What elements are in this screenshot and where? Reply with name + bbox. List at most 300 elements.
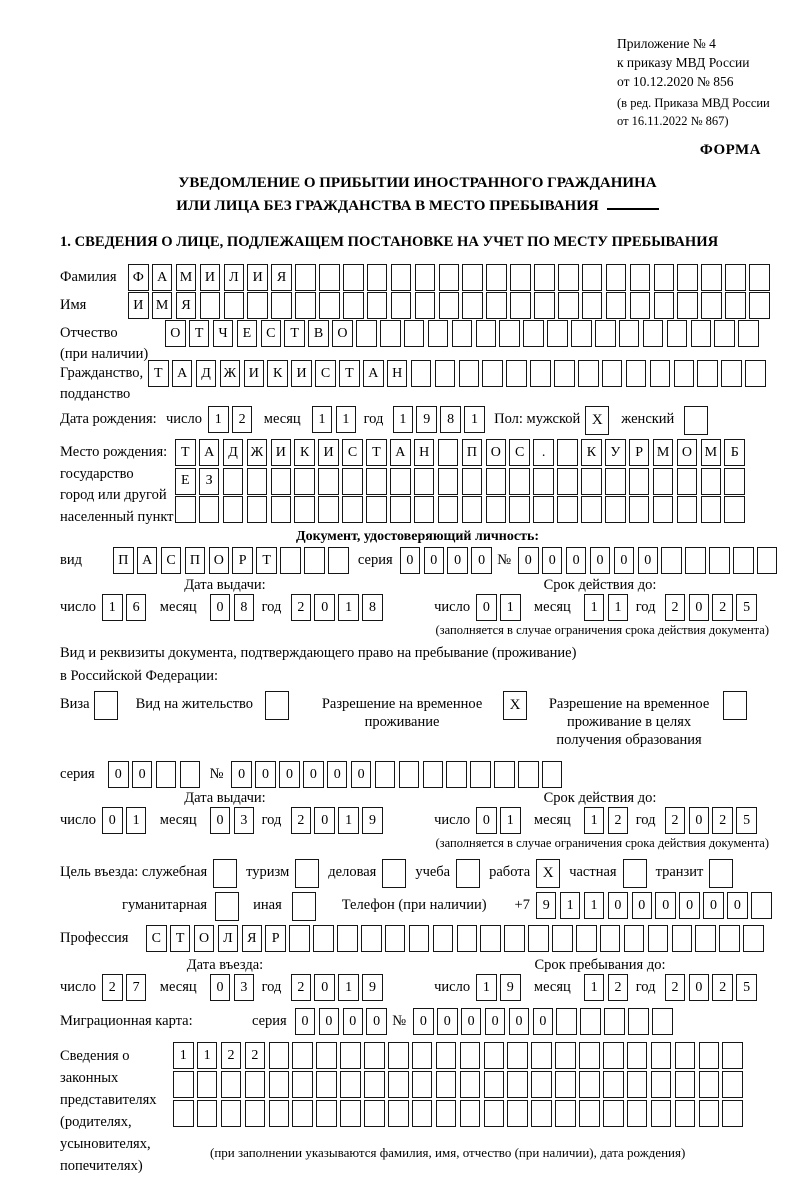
char-cell[interactable] [653, 468, 674, 495]
char-cell[interactable] [510, 292, 531, 319]
char-cell[interactable]: К [294, 439, 315, 466]
char-cell[interactable]: 9 [536, 892, 557, 919]
char-cell[interactable] [409, 925, 430, 952]
char-cell[interactable]: 1 [338, 974, 359, 1001]
char-cell[interactable]: 0 [608, 892, 629, 919]
char-cell[interactable] [547, 320, 568, 347]
char-cell[interactable] [436, 1100, 457, 1127]
char-cell[interactable] [292, 1100, 313, 1127]
char-cell[interactable]: А [363, 360, 384, 387]
char-cell[interactable]: 3 [234, 807, 255, 834]
char-cell[interactable]: 5 [736, 974, 757, 1001]
char-cell[interactable] [460, 1071, 481, 1098]
char-cell[interactable]: 2 [608, 807, 629, 834]
char-cell[interactable]: 0 [614, 547, 635, 574]
char-cell[interactable] [600, 925, 621, 952]
char-cell[interactable] [651, 1042, 672, 1069]
char-cell[interactable] [390, 468, 411, 495]
char-cell[interactable]: 0 [366, 1008, 387, 1035]
char-cell[interactable]: О [332, 320, 353, 347]
char-cell[interactable] [724, 496, 745, 523]
char-cell[interactable]: 8 [362, 594, 383, 621]
char-cell[interactable]: 0 [471, 547, 492, 574]
char-cell[interactable]: 1 [197, 1042, 218, 1069]
char-cell[interactable]: 0 [314, 807, 335, 834]
char-cell[interactable]: 0 [689, 807, 710, 834]
char-cell[interactable] [375, 761, 396, 788]
char-cell[interactable] [439, 292, 460, 319]
char-cell[interactable] [356, 320, 377, 347]
char-cell[interactable] [627, 1042, 648, 1069]
purpose-work-checkbox[interactable]: X [536, 859, 560, 888]
char-cell[interactable] [221, 1071, 242, 1098]
char-cell[interactable]: 0 [689, 974, 710, 1001]
char-cell[interactable] [643, 320, 664, 347]
char-cell[interactable] [280, 547, 301, 574]
char-cell[interactable] [460, 1042, 481, 1069]
char-cell[interactable] [316, 1071, 337, 1098]
char-cell[interactable]: 2 [291, 594, 312, 621]
char-cell[interactable]: О [677, 439, 698, 466]
char-cell[interactable] [484, 1071, 505, 1098]
char-cell[interactable] [415, 264, 436, 291]
char-cell[interactable] [462, 264, 483, 291]
char-cell[interactable]: Д [196, 360, 217, 387]
char-cell[interactable] [486, 292, 507, 319]
char-cell[interactable] [571, 320, 592, 347]
char-cell[interactable] [269, 1071, 290, 1098]
char-cell[interactable] [552, 925, 573, 952]
visa-checkbox[interactable] [94, 691, 118, 720]
char-cell[interactable]: Л [224, 264, 245, 291]
char-cell[interactable]: 2 [232, 406, 253, 433]
char-cell[interactable] [486, 496, 507, 523]
char-cell[interactable] [391, 264, 412, 291]
char-cell[interactable] [652, 1008, 673, 1035]
char-cell[interactable]: 9 [416, 406, 437, 433]
char-cell[interactable]: А [172, 360, 193, 387]
char-cell[interactable]: 1 [500, 807, 521, 834]
char-cell[interactable]: С [261, 320, 282, 347]
char-cell[interactable]: 0 [638, 547, 659, 574]
char-cell[interactable]: Е [237, 320, 258, 347]
char-cell[interactable]: 2 [665, 594, 686, 621]
char-cell[interactable] [470, 761, 491, 788]
char-cell[interactable] [534, 292, 555, 319]
char-cell[interactable]: 0 [533, 1008, 554, 1035]
char-cell[interactable] [412, 1042, 433, 1069]
char-cell[interactable]: С [146, 925, 167, 952]
char-cell[interactable]: К [267, 360, 288, 387]
char-cell[interactable]: 0 [437, 1008, 458, 1035]
char-cell[interactable]: Я [271, 264, 292, 291]
char-cell[interactable]: 2 [712, 594, 733, 621]
char-cell[interactable] [721, 360, 742, 387]
char-cell[interactable] [423, 761, 444, 788]
char-cell[interactable] [484, 1100, 505, 1127]
char-cell[interactable] [579, 1071, 600, 1098]
char-cell[interactable]: 9 [500, 974, 521, 1001]
char-cell[interactable]: Т [284, 320, 305, 347]
char-cell[interactable] [499, 320, 520, 347]
residence-permit-checkbox[interactable] [265, 691, 289, 720]
char-cell[interactable] [439, 264, 460, 291]
char-cell[interactable] [414, 496, 435, 523]
char-cell[interactable]: П [185, 547, 206, 574]
char-cell[interactable] [695, 925, 716, 952]
char-cell[interactable]: 0 [279, 761, 300, 788]
char-cell[interactable] [677, 292, 698, 319]
char-cell[interactable]: 1 [102, 594, 123, 621]
char-cell[interactable] [523, 320, 544, 347]
char-cell[interactable]: 0 [542, 547, 563, 574]
char-cell[interactable] [247, 292, 268, 319]
char-cell[interactable] [221, 1100, 242, 1127]
char-cell[interactable] [531, 1071, 552, 1098]
char-cell[interactable]: 0 [447, 547, 468, 574]
char-cell[interactable] [733, 547, 754, 574]
char-cell[interactable] [528, 925, 549, 952]
char-cell[interactable] [364, 1071, 385, 1098]
char-cell[interactable] [507, 1100, 528, 1127]
char-cell[interactable] [619, 320, 640, 347]
char-cell[interactable] [510, 264, 531, 291]
char-cell[interactable]: 1 [476, 974, 497, 1001]
char-cell[interactable]: С [315, 360, 336, 387]
char-cell[interactable] [294, 496, 315, 523]
char-cell[interactable] [738, 320, 759, 347]
char-cell[interactable]: 2 [221, 1042, 242, 1069]
char-cell[interactable]: Ф [128, 264, 149, 291]
char-cell[interactable]: 0 [632, 892, 653, 919]
char-cell[interactable] [175, 496, 196, 523]
char-cell[interactable] [318, 468, 339, 495]
char-cell[interactable]: Р [629, 439, 650, 466]
char-cell[interactable] [677, 496, 698, 523]
purpose-study-checkbox[interactable] [456, 859, 480, 888]
char-cell[interactable] [629, 496, 650, 523]
char-cell[interactable]: 0 [210, 807, 231, 834]
char-cell[interactable]: Т [339, 360, 360, 387]
char-cell[interactable] [457, 925, 478, 952]
char-cell[interactable] [415, 292, 436, 319]
char-cell[interactable] [318, 496, 339, 523]
purpose-private-checkbox[interactable] [623, 859, 647, 888]
char-cell[interactable] [674, 360, 695, 387]
char-cell[interactable]: Я [242, 925, 263, 952]
char-cell[interactable] [361, 925, 382, 952]
char-cell[interactable]: 5 [736, 594, 757, 621]
char-cell[interactable]: А [137, 547, 158, 574]
char-cell[interactable] [476, 320, 497, 347]
char-cell[interactable]: М [701, 439, 722, 466]
char-cell[interactable]: 0 [413, 1008, 434, 1035]
char-cell[interactable] [328, 547, 349, 574]
char-cell[interactable] [337, 925, 358, 952]
char-cell[interactable] [156, 761, 177, 788]
char-cell[interactable]: 1 [608, 594, 629, 621]
char-cell[interactable]: Т [189, 320, 210, 347]
char-cell[interactable]: 0 [210, 974, 231, 1001]
char-cell[interactable] [675, 1071, 696, 1098]
char-cell[interactable] [199, 496, 220, 523]
char-cell[interactable]: А [390, 439, 411, 466]
char-cell[interactable] [197, 1071, 218, 1098]
char-cell[interactable] [558, 264, 579, 291]
char-cell[interactable] [627, 1100, 648, 1127]
char-cell[interactable] [626, 360, 647, 387]
char-cell[interactable] [388, 1042, 409, 1069]
char-cell[interactable] [385, 925, 406, 952]
char-cell[interactable] [604, 1008, 625, 1035]
char-cell[interactable] [507, 1042, 528, 1069]
char-cell[interactable] [576, 925, 597, 952]
char-cell[interactable] [580, 1008, 601, 1035]
char-cell[interactable]: 2 [608, 974, 629, 1001]
char-cell[interactable] [581, 468, 602, 495]
char-cell[interactable] [603, 1100, 624, 1127]
char-cell[interactable]: 6 [126, 594, 147, 621]
char-cell[interactable]: 0 [319, 1008, 340, 1035]
char-cell[interactable]: Т [256, 547, 277, 574]
char-cell[interactable] [629, 468, 650, 495]
char-cell[interactable] [654, 292, 675, 319]
char-cell[interactable] [295, 264, 316, 291]
char-cell[interactable]: 0 [210, 594, 231, 621]
char-cell[interactable] [366, 496, 387, 523]
char-cell[interactable] [582, 292, 603, 319]
purpose-transit-checkbox[interactable] [709, 859, 733, 888]
char-cell[interactable] [556, 1008, 577, 1035]
char-cell[interactable] [462, 496, 483, 523]
char-cell[interactable]: Е [175, 468, 196, 495]
purpose-official-checkbox[interactable] [213, 859, 237, 888]
char-cell[interactable] [367, 264, 388, 291]
char-cell[interactable]: М [653, 439, 674, 466]
char-cell[interactable]: Т [170, 925, 191, 952]
char-cell[interactable] [292, 1071, 313, 1098]
char-cell[interactable] [340, 1100, 361, 1127]
char-cell[interactable]: 0 [314, 594, 335, 621]
char-cell[interactable] [701, 468, 722, 495]
purpose-humanitarian-checkbox[interactable] [215, 892, 239, 921]
char-cell[interactable]: О [165, 320, 186, 347]
char-cell[interactable]: 0 [108, 761, 129, 788]
char-cell[interactable]: С [342, 439, 363, 466]
char-cell[interactable]: Т [148, 360, 169, 387]
char-cell[interactable] [555, 1042, 576, 1069]
char-cell[interactable]: О [194, 925, 215, 952]
char-cell[interactable]: 1 [584, 594, 605, 621]
char-cell[interactable] [271, 292, 292, 319]
char-cell[interactable] [630, 292, 651, 319]
char-cell[interactable]: 0 [476, 594, 497, 621]
char-cell[interactable]: 0 [655, 892, 676, 919]
char-cell[interactable] [342, 496, 363, 523]
char-cell[interactable]: 1 [393, 406, 414, 433]
char-cell[interactable]: Л [218, 925, 239, 952]
char-cell[interactable] [672, 925, 693, 952]
char-cell[interactable]: 0 [679, 892, 700, 919]
char-cell[interactable]: 0 [424, 547, 445, 574]
char-cell[interactable]: 0 [132, 761, 153, 788]
char-cell[interactable] [460, 1100, 481, 1127]
char-cell[interactable]: 0 [102, 807, 123, 834]
char-cell[interactable]: 9 [362, 974, 383, 1001]
char-cell[interactable]: 1 [338, 594, 359, 621]
char-cell[interactable] [650, 360, 671, 387]
char-cell[interactable]: 1 [560, 892, 581, 919]
char-cell[interactable] [245, 1100, 266, 1127]
char-cell[interactable] [507, 1071, 528, 1098]
char-cell[interactable] [484, 1042, 505, 1069]
char-cell[interactable] [200, 292, 221, 319]
char-cell[interactable] [340, 1042, 361, 1069]
char-cell[interactable] [367, 292, 388, 319]
char-cell[interactable] [482, 360, 503, 387]
char-cell[interactable]: 2 [665, 974, 686, 1001]
char-cell[interactable] [699, 1071, 720, 1098]
char-cell[interactable] [699, 1042, 720, 1069]
char-cell[interactable] [714, 320, 735, 347]
char-cell[interactable]: Т [366, 439, 387, 466]
char-cell[interactable] [509, 496, 530, 523]
char-cell[interactable] [414, 468, 435, 495]
char-cell[interactable] [289, 925, 310, 952]
char-cell[interactable] [223, 496, 244, 523]
sex-male-checkbox[interactable]: X [585, 406, 609, 435]
char-cell[interactable] [247, 468, 268, 495]
char-cell[interactable] [709, 547, 730, 574]
char-cell[interactable]: 0 [343, 1008, 364, 1035]
char-cell[interactable]: 0 [351, 761, 372, 788]
char-cell[interactable]: А [199, 439, 220, 466]
char-cell[interactable] [412, 1071, 433, 1098]
char-cell[interactable] [391, 292, 412, 319]
char-cell[interactable] [648, 925, 669, 952]
char-cell[interactable] [581, 496, 602, 523]
char-cell[interactable]: О [486, 439, 507, 466]
char-cell[interactable]: П [462, 439, 483, 466]
char-cell[interactable] [691, 320, 712, 347]
char-cell[interactable]: 1 [312, 406, 333, 433]
char-cell[interactable] [292, 1042, 313, 1069]
purpose-other-checkbox[interactable] [292, 892, 316, 921]
char-cell[interactable]: 1 [126, 807, 147, 834]
char-cell[interactable] [438, 468, 459, 495]
char-cell[interactable] [404, 320, 425, 347]
char-cell[interactable]: Б [724, 439, 745, 466]
char-cell[interactable] [606, 292, 627, 319]
char-cell[interactable] [509, 468, 530, 495]
char-cell[interactable]: 1 [208, 406, 229, 433]
char-cell[interactable]: Н [414, 439, 435, 466]
char-cell[interactable]: А [152, 264, 173, 291]
char-cell[interactable] [557, 439, 578, 466]
char-cell[interactable]: 5 [736, 807, 757, 834]
char-cell[interactable]: 0 [303, 761, 324, 788]
char-cell[interactable] [462, 292, 483, 319]
char-cell[interactable] [245, 1071, 266, 1098]
char-cell[interactable]: И [318, 439, 339, 466]
char-cell[interactable]: 0 [461, 1008, 482, 1035]
char-cell[interactable] [745, 360, 766, 387]
char-cell[interactable] [701, 496, 722, 523]
char-cell[interactable] [554, 360, 575, 387]
char-cell[interactable] [446, 761, 467, 788]
char-cell[interactable] [340, 1071, 361, 1098]
char-cell[interactable] [269, 1042, 290, 1069]
char-cell[interactable] [628, 1008, 649, 1035]
char-cell[interactable]: 0 [314, 974, 335, 1001]
char-cell[interactable] [579, 1042, 600, 1069]
char-cell[interactable] [428, 320, 449, 347]
char-cell[interactable] [316, 1100, 337, 1127]
char-cell[interactable]: 0 [295, 1008, 316, 1035]
char-cell[interactable] [436, 1071, 457, 1098]
char-cell[interactable] [603, 1042, 624, 1069]
char-cell[interactable] [719, 925, 740, 952]
char-cell[interactable] [486, 468, 507, 495]
char-cell[interactable] [651, 1071, 672, 1098]
char-cell[interactable] [173, 1100, 194, 1127]
char-cell[interactable]: 0 [509, 1008, 530, 1035]
char-cell[interactable] [653, 496, 674, 523]
char-cell[interactable] [269, 1100, 290, 1127]
char-cell[interactable]: 1 [173, 1042, 194, 1069]
char-cell[interactable]: 0 [590, 547, 611, 574]
char-cell[interactable] [271, 496, 292, 523]
char-cell[interactable] [578, 360, 599, 387]
char-cell[interactable]: 2 [291, 974, 312, 1001]
char-cell[interactable]: 0 [476, 807, 497, 834]
char-cell[interactable] [654, 264, 675, 291]
temp-residence-checkbox[interactable]: X [503, 691, 527, 720]
char-cell[interactable] [380, 320, 401, 347]
char-cell[interactable] [675, 1100, 696, 1127]
char-cell[interactable] [247, 496, 268, 523]
char-cell[interactable]: Ж [220, 360, 241, 387]
char-cell[interactable] [438, 496, 459, 523]
char-cell[interactable]: 0 [255, 761, 276, 788]
char-cell[interactable] [364, 1100, 385, 1127]
char-cell[interactable]: 0 [231, 761, 252, 788]
char-cell[interactable]: 1 [338, 807, 359, 834]
char-cell[interactable] [602, 360, 623, 387]
char-cell[interactable] [438, 439, 459, 466]
char-cell[interactable] [531, 1042, 552, 1069]
temp-residence-education-checkbox[interactable] [723, 691, 747, 720]
char-cell[interactable] [319, 292, 340, 319]
char-cell[interactable] [605, 496, 626, 523]
char-cell[interactable]: 1 [500, 594, 521, 621]
char-cell[interactable]: 2 [712, 807, 733, 834]
char-cell[interactable] [223, 468, 244, 495]
char-cell[interactable]: И [200, 264, 221, 291]
char-cell[interactable] [558, 292, 579, 319]
char-cell[interactable] [533, 468, 554, 495]
char-cell[interactable] [701, 264, 722, 291]
char-cell[interactable]: И [291, 360, 312, 387]
char-cell[interactable] [504, 925, 525, 952]
char-cell[interactable] [313, 925, 334, 952]
char-cell[interactable]: О [209, 547, 230, 574]
char-cell[interactable] [725, 264, 746, 291]
char-cell[interactable] [486, 264, 507, 291]
char-cell[interactable] [452, 320, 473, 347]
char-cell[interactable] [506, 360, 527, 387]
char-cell[interactable] [271, 468, 292, 495]
